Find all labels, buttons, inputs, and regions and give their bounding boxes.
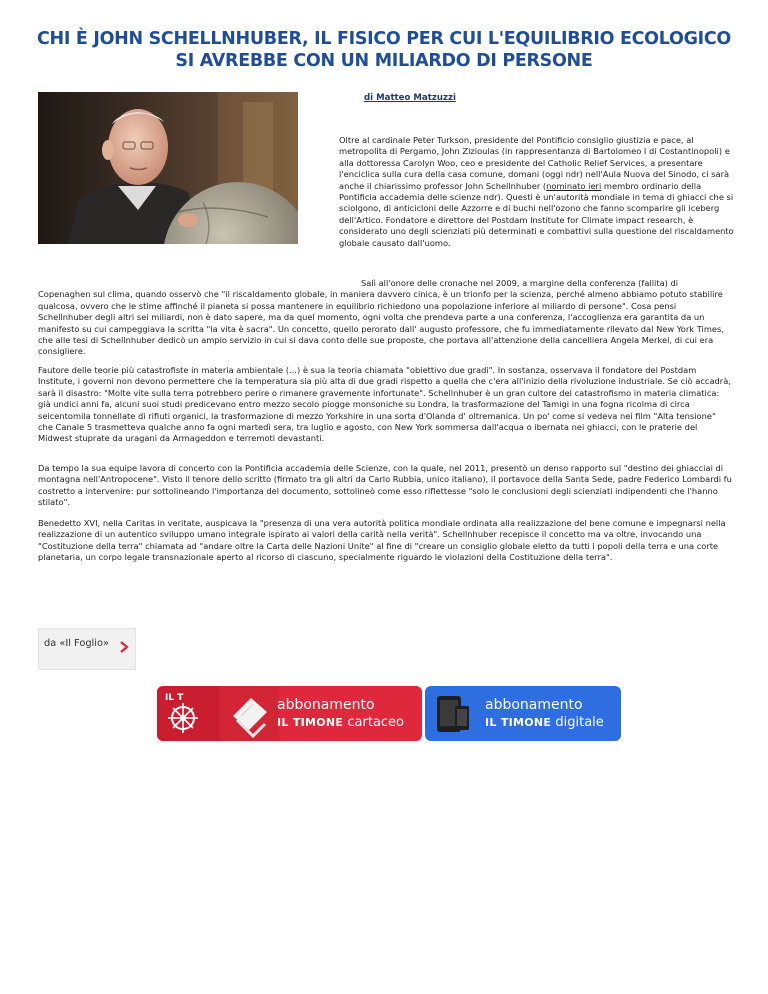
body-paragraph-1: [38, 278, 732, 358]
digital-banner-subtitle: [485, 715, 604, 730]
print-banner-subtitle: [277, 715, 404, 730]
paragraph-text: Salì all'onore delle cronache nel 2009, a margine della conferenza (fallita) di Copenaghen sul clima, quando osservò che "il riscaldamento globale, in maniera davvero cinica, è un trionfo per la scienza, perché almeno abbiamo potuto stabilire qualcosa, ovvero che le stime affinché il pianeta si possa mantenere in equilibrio richiedono una popolazione inferiore al miliardo di persone". Cosa pensi Schellnhuber degli altri sei miliardi, non è dato sapere, ma da quel momento, ogni volta che prendeva parte a una conferenza, l'accoglienza era garantita da un manifesto su cui campeggiava la scritta "la vita è sacra". Un concetto, quello perorato dall' augusto professore, che fu immediatamente rilevato dal New York Times, che alle tesi di Schellnhuber dedicò un ampio servizio in cui si dava conto delle sue proposte, che portava all'attenzione della cancelliera Angela Merkel, di cui era consigliere.: [38, 278, 724, 357]
intro-paragraph: [339, 135, 735, 249]
paragraph-text: Da tempo la sua equipe lavora di concerto con la Pontificia accademia delle Scienze, con la quale, nel 2011, presentò un denso rapporto sul "destino dei ghiacciai di montagna nell'Antropocene". Visto il tenore dello scritto (firmato tra gli altri da Carlo Rubbia, unico italiano), il portavoce della Santa Sede, padre Federico Lombardi fu costretto a intervenire: pur sottolineando l'importanza del documento, sottolineò come esso riflettesse "solo le conclusioni degli scienziati indipendenti che l'hanno stilato".: [38, 463, 732, 508]
print-banner-brand: IL TIMONE: [277, 716, 344, 729]
digital-banner-kind: digitale: [555, 715, 604, 730]
body-paragraph-2: [38, 365, 732, 445]
source-link-box[interactable]: [38, 628, 136, 670]
chevron-right-icon: [117, 639, 131, 655]
timone-logo-text: IL T: [165, 693, 184, 703]
intro-text-end: membro ordinario della Pontificia accademia delle scienze ndr). Questi è un'autorità mondiale in tema di ghiacci che si sciolgono, di anticicloni delle Azzorre e di buchi nell'ozono che fanno scomparire gli iceberg dell'Artico. Fondatore e direttore del Postdam Institute for Climate impact research, è considerato uno degli scienziati più determinati e combattivi sulla questione del riscaldamento globale causato dall'uomo.: [339, 180, 734, 248]
digital-banner-title: abbonamento: [485, 697, 583, 713]
print-subscription-banner[interactable]: [157, 686, 422, 741]
paragraph-text: Benedetto XVI, nella Caritas in veritate, auspicava la "presenza di una vera autorità politica mondiale ordinata alla realizzazione del bene comune e impegnarsi nella realizzazione di un autentico sviluppo umano integrale ispirato ai valori della carità nella verità". Schellnhuber recepisce il concetto ma va oltre, invocando una "Costituzione della terra" chiamata ad "andare oltre la Carta delle Nazioni Unite" al fine di "creare un consiglio globale eletto da tutti i popoli della terra e una corte planetaria, un corpo legale transnazionale aperto al ricorso di ciascuno, specialmente riguardo le violazioni della Costituzione della terra".: [38, 518, 726, 563]
digital-banner-brand: IL TIMONE: [485, 716, 552, 729]
digital-subscription-banner[interactable]: [425, 686, 621, 741]
article-title: [20, 28, 748, 72]
author-portrait-photo: [38, 92, 298, 244]
body-paragraph-3: [38, 463, 732, 509]
print-banner-kind: cartaceo: [347, 715, 405, 730]
devices-icon: [425, 686, 485, 741]
paragraph-text: Fautore delle teorie più catastrofiste in materia ambientale (...) è sua la teoria chiamata "obiettivo due gradi". In sostanza, osservava il fondatore del Postdam Institute, i governi non devono permettere che la temperatura sia più alta di due gradi rispetto a quella che c'era all'inizio della rivoluzione industriale. Se ciò accadrà, sarà il disastro: "Molte vite sulla terra potrebbero perire o rimanere gravemente infortunate". Schellnhuber è un gran cultore del catastrofismo in materia climatica: già undici anni fa, alcuni suoi studi predicevano entro mezzo secolo piogge monsoniche su Londra, la trasformazione del Tamigi in una fogna ricolma di circa seicentomila tonnellate di rifiuti organici, la trasformazione di mezzo Yorkshire in una sorta d'Olanda d' oltremanica. Un po' come si vedeva nei film "Alta tensione" che Canale 5 trasmetteva qualche anno fa ogni martedì sera, tra luglio e agosto, con New York sommersa dall'acqua o ibernata nei ghiacci, con le praterie del Midwest stuprate da uragani da Armageddon e terremoti devastanti.: [38, 365, 731, 444]
author-byline-link[interactable]: di Matteo Matzuzzi: [364, 93, 456, 103]
article-title-line-2: SI AVREBBE CON UN MILIARDO DI PERSONE: [175, 51, 593, 71]
print-banner-title: abbonamento: [277, 697, 375, 713]
print-banner-graphics: [157, 686, 422, 741]
intro-text-start: Oltre al cardinale Peter Turkson, presidente del Pontificio consiglio giustizia e pace, al metropolita di Pergamo, John Zizioulas (in rappresentanza di Bartolomeo I di Costantinopoli) e alla dottoressa Carolyn Woo, ceo e presidente del Catholic Relief Services, a presentare l'enciclica sulla cura della casa comune, domani (oggi ndr) nell'Aula Nuova del Sinodo, ci sarà anche il chiarissimo professor John Schellnhuber (: [339, 135, 730, 191]
source-label: da «Il Foglio»: [44, 638, 109, 649]
body-paragraph-4: [38, 518, 732, 564]
article-title-line-1: CHI È JOHN SCHELLNHUBER, IL FISICO PER CUI L'EQUILIBRIO ECOLOGICO: [37, 29, 731, 49]
nominated-yesterday-link[interactable]: nominato ieri: [546, 180, 602, 191]
